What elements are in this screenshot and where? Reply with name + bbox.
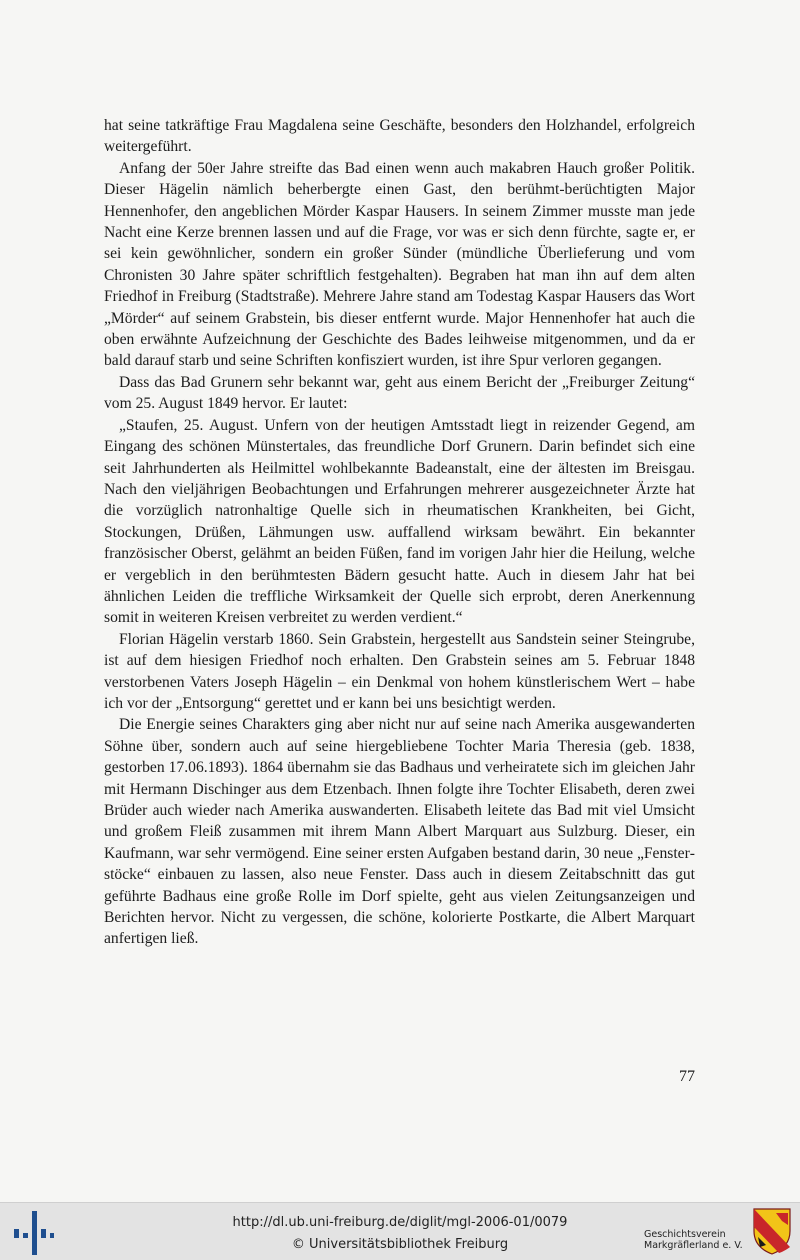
paragraph: Dass das Bad Grunern sehr bekannt war, geht aus einem Bericht der „Freiburger Zeitung“ vom 25. August 1849 hervor. Er lautet: xyxy=(104,373,695,413)
university-library-logo-icon[interactable] xyxy=(14,1211,54,1255)
society-crest-icon[interactable] xyxy=(752,1207,792,1255)
quoted-newspaper-report: „Staufen, 25. August. Unfern von der heutigen Amtsstadt liegt in reizender Gegend, am Eingang des schönen Münstertales, das freundliche Dorf Grunern. Darin befindet sich eine seit Jahrhunderten als Heilmittel wohlbekannte Badeanstalt, eine der ältesten im Breisgau. Nach den vieljährigen Beobachtungen und Erfahrungen mehrerer ausgezeichneter Ärzte hat die vorzüglich natronhaltige Quelle sich in rheumatischen Krankheiten, bei Gicht, Stockungen, Drüßen, Lähmungen usw. auffallend wirksam bewährt. Ein bekannter französischer Oberst, gelähmt an beiden Füßen, fand im vorigen Jahr hier die Heilung, welche er vergeblich in den berühmtesten Bädern gesucht hatte. Auch in diesem Jahr hat bei ähnlichen Leiden die treffliche Wirksamkeit der Quelle sich erprobt, deren Anerkennung somit in weiteren Kreisen verbreitet zu werden verdient.“ xyxy=(104,416,695,627)
society-name xyxy=(644,1229,750,1251)
permalink-url[interactable]: http://dl.ub.uni-freiburg.de/diglit/mgl-2006-01/0079 xyxy=(232,1215,568,1230)
society-name-line-2: Markgräflerland e. V. xyxy=(644,1240,743,1251)
paragraph: Florian Hägelin verstarb 1860. Sein Grabstein, hergestellt aus Sandstein seiner Steingrube, ist auf dem hiesigen Friedhof noch erhalten. Den Grabstein seines am 5. Februar 1848 verstorbenen Vaters Joseph Hägelin – ein Denkmal von hohem künstlerischem Wert – habe ich vor der „Entsorgung“ gerettet und er kann bei uns besichtigt werden. xyxy=(104,630,695,712)
paragraph: Anfang der 50er Jahre streifte das Bad einen wenn auch makabren Hauch großer Politik. Dieser Hägelin nämlich beherbergte einen Gast, den berühmt-berüchtigten Major Hennenhofer, den angeblichen Mörder Kaspar Hausers. In seinem Zimmer musste man jede Nacht eine Kerze brennen lassen und auf die Frage, vor was er sich denn fürchte, sagte er, er sei kein gewöhnlicher, sondern ein großer Sünder (mündliche Überlieferung und vom Chronisten 30 Jahre später schriftlich festgehalten). Begraben hat man ihn auf dem alten Friedhof in Freiburg (Stadtstraße). Mehrere Jahre stand am Todestag Kaspar Hausers das Wort „Mörder“ auf seinem Grabstein, bis dieser entfernt wurde. Major Hennenhofer hat auch die oben erwähnte Aufzeichnung der Geschichte des Bades leihweise mitgenommen, und da er bald darauf starb und seine Schriften konfisziert wurden, ist ihre Spur verloren gegangen. xyxy=(104,159,695,370)
page-body-text xyxy=(104,115,695,950)
page-number: 77 xyxy=(679,1068,695,1085)
copyright-notice: © Universitätsbibliothek Freiburg xyxy=(291,1237,509,1252)
paragraph: hat seine tatkräftige Frau Magdalena seine Geschäfte, besonders den Holzhandel, erfolgreich weitergeführt. xyxy=(104,117,695,156)
footer-bar xyxy=(0,1202,800,1260)
paragraph: Die Energie seines Charakters ging aber nicht nur auf seine nach Amerika ausgewanderten Söhne über, sondern auch auf seine hiergebliebene Tochter Maria Theresia (geb. 1838, gestorben 17.06.1893). 1864 übernahm sie das Badhaus und verheiratete sich im gleichen Jahr mit Hermann Dischinger aus dem Etzenbach. Ihnen folgte ihre Tochter Elisabeth, deren zwei Brüder auch wieder nach Amerika auswanderten. Elisabeth leitete das Bad mit viel Umsicht und großem Fleiß zusammen mit ihrem Mann Albert Marquart aus Sulzburg. Dieser, ein Kaufmann, war sehr vermögend. Eine seiner ersten Aufgaben bestand darin, 30 neue „Fensterstöcke“ einbauen zu lassen, also neue Fenster. Dass auch in diesem Zeitabschnitt das gut geführte Badhaus eine große Rolle im Dorf spielte, geht aus vielen Zeitungsanzeigen und Berichten hervor. Nicht zu vergessen, die schöne, kolorierte Postkarte, die Albert Marquart anfertigen ließ. xyxy=(104,716,695,948)
society-name-line-1: Geschichtsverein xyxy=(644,1229,726,1240)
